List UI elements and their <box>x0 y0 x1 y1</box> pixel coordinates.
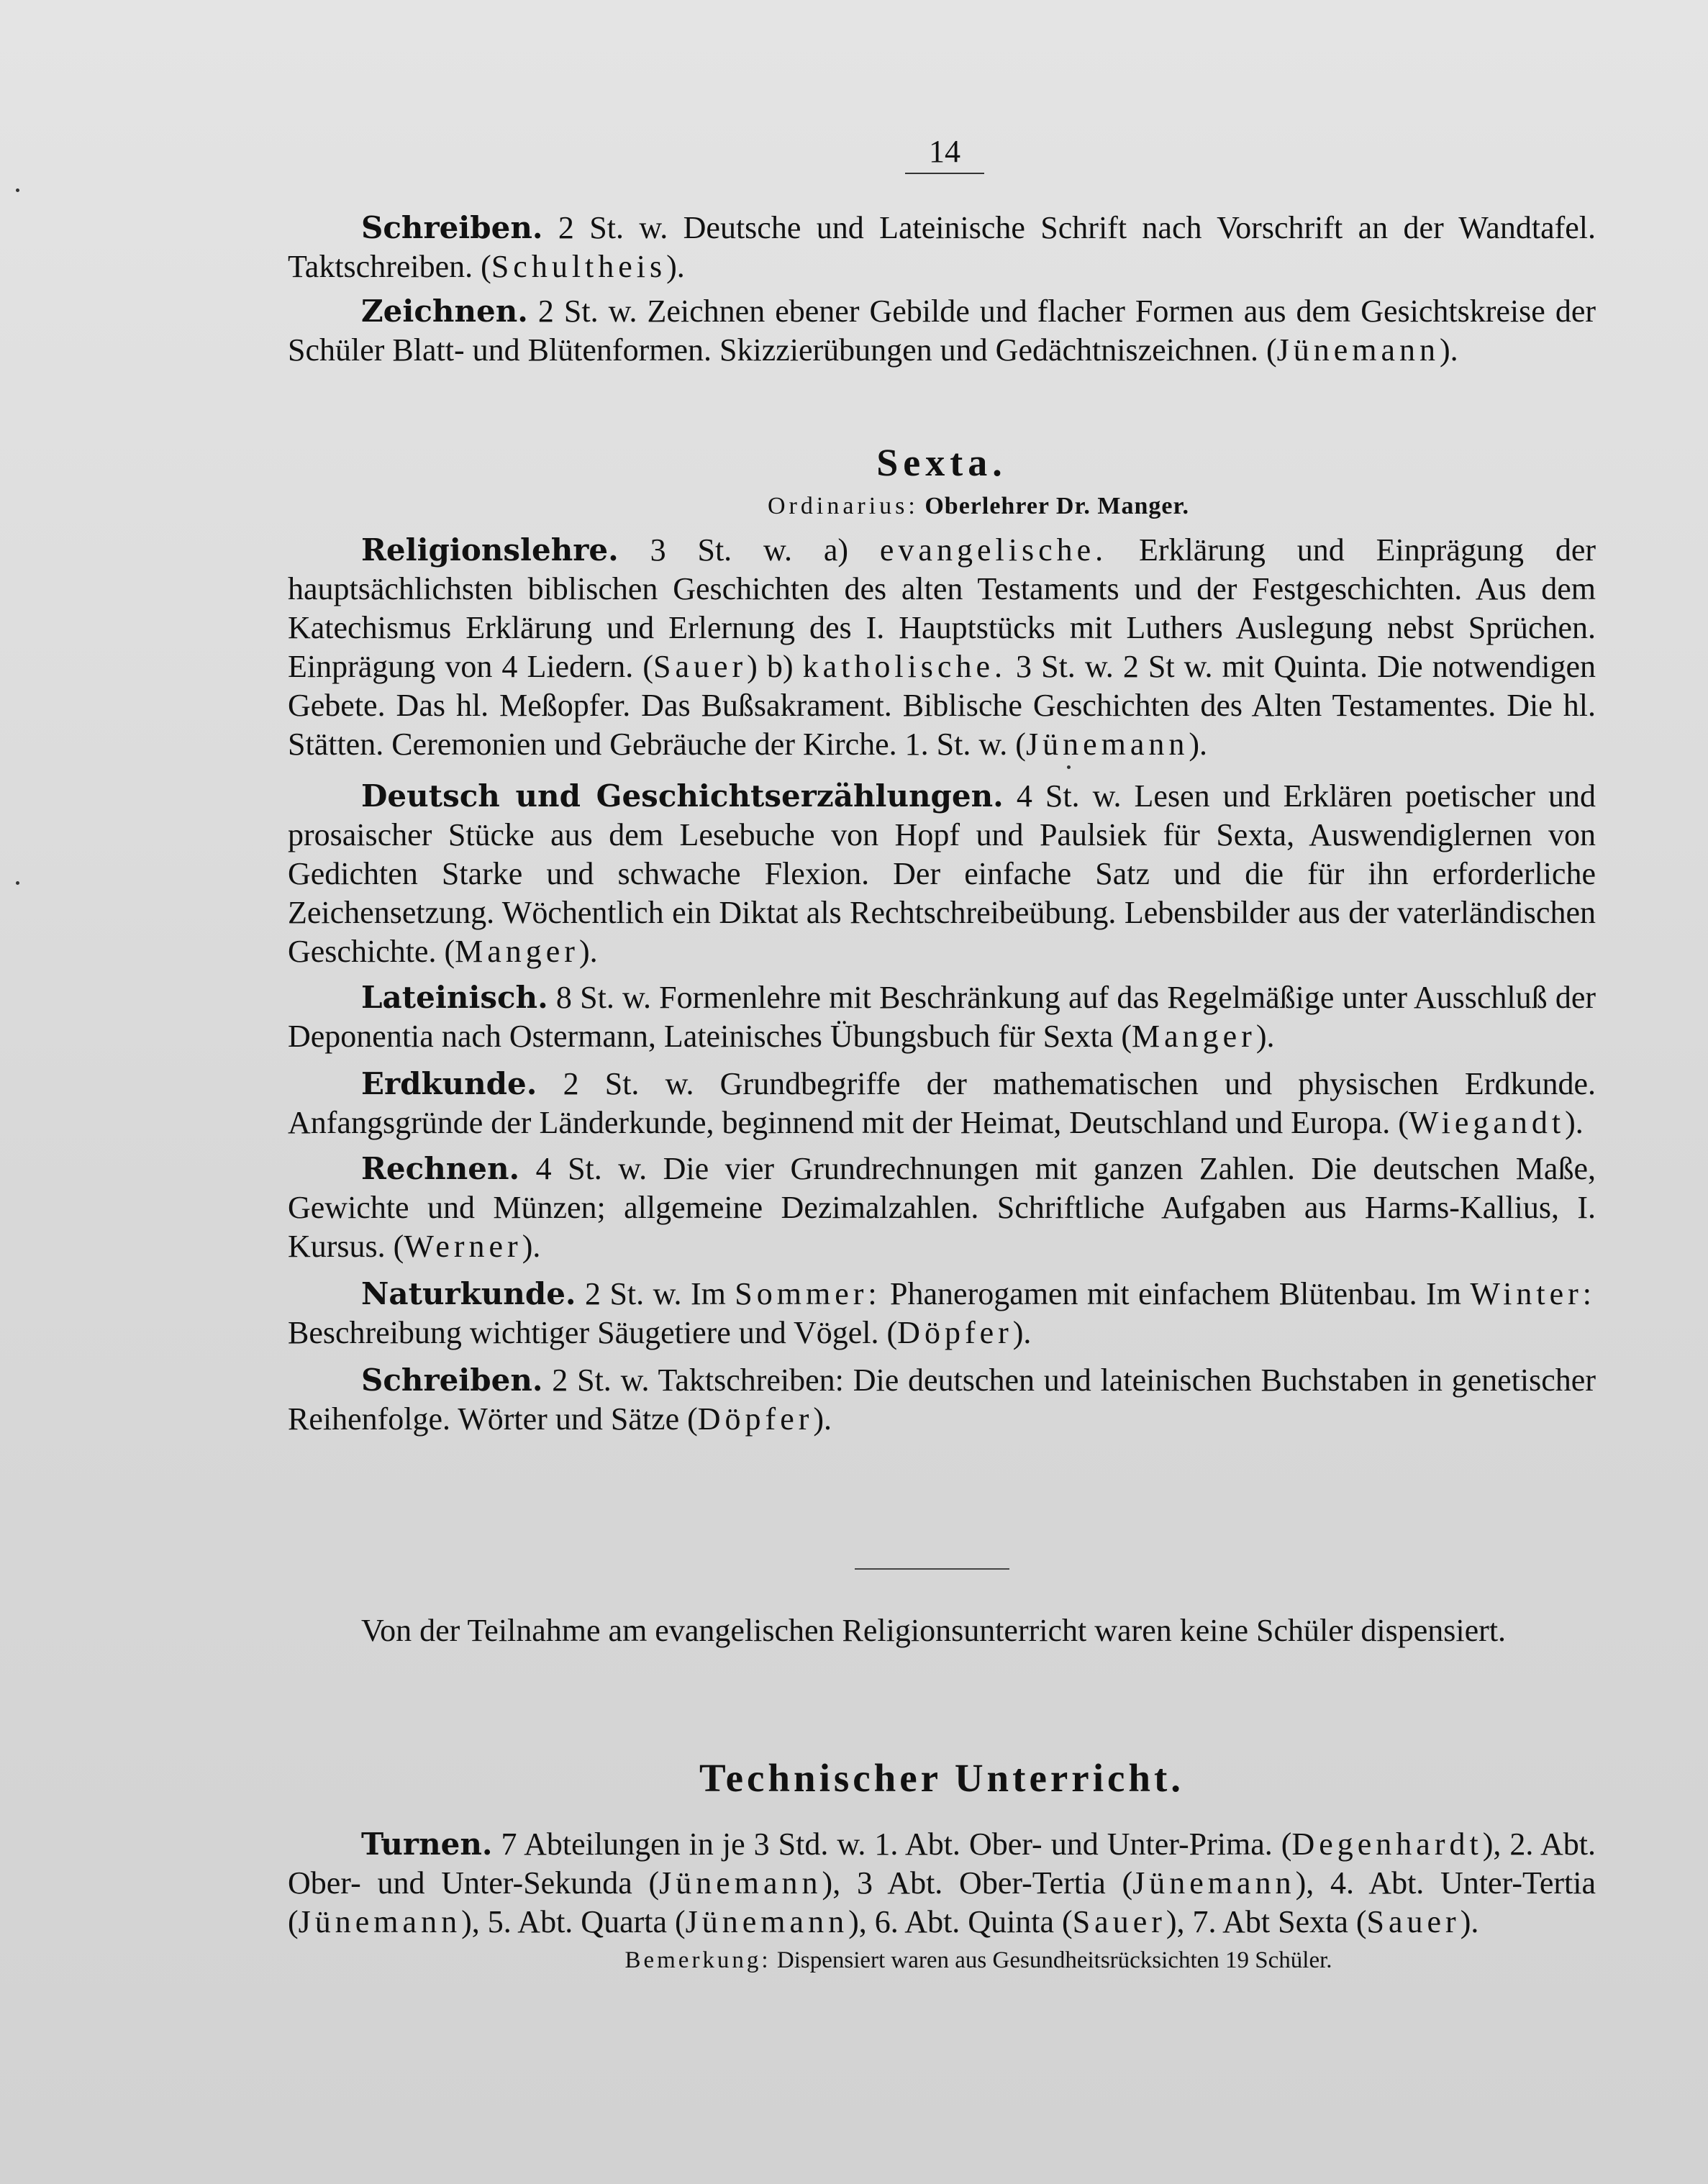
scan-speck <box>16 881 19 885</box>
entry-lead: Rechnen. <box>361 1151 520 1186</box>
teacher-name: Sauer <box>1072 1904 1166 1939</box>
entry-naturkunde: Naturkunde. 2 St. w. Im Sommer: Phanerogamen mit einfachem Blütenbau. Im Winter: Beschreibung wichtiger Säugetiere und Vögel. (Döpfer). <box>288 1276 1596 1350</box>
entry-turnen: Turnen. 7 Abteilungen in je 3 Std. w. 1. Abt. Ober- und Unter-Prima. (Degenhardt), 2. Abt. Ober- und Unter-Sekunda (Jünemann), 3 Abt. Ober-Tertia (Jünemann), 4. Abt. Unter-Tertia (Jünemann), 5. Abt. Quarta (Jünemann), 6. Abt. Quinta (Sauer), 7. Abt Sexta (Sauer). <box>288 1826 1596 1939</box>
entry-lead: Naturkunde. <box>361 1276 576 1311</box>
teacher-name: Schultheis <box>491 249 667 284</box>
page-number: 14 <box>929 134 960 169</box>
bemerkung-note: Bemerkung: Dispensiert waren aus Gesundheitsrücksichten 19 Schüler. <box>624 1947 1332 1973</box>
teacher-name: Jünemann <box>1025 727 1189 762</box>
teacher-name: Jünemann <box>1276 332 1440 368</box>
entry-lead: Zeichnen. <box>361 294 528 329</box>
entry-lead: Turnen. <box>361 1826 493 1862</box>
entry-lead: Erdkunde. <box>361 1066 537 1101</box>
teacher-name: Manger <box>455 934 579 969</box>
teacher-name: Sauer <box>653 649 748 684</box>
sexta-entries <box>288 531 1596 1439</box>
teacher-name: Degenhardt <box>1291 1826 1483 1862</box>
dispens-block <box>288 1611 1596 1650</box>
entry-lead: Religionslehre. <box>361 532 619 568</box>
entry-lead: Schreiben. <box>361 210 543 245</box>
teacher-name: Werner <box>404 1229 522 1264</box>
teacher-name: Döpfer <box>697 1401 814 1437</box>
entry-lead: Lateinisch. <box>361 980 548 1015</box>
scan-speck <box>16 188 19 192</box>
entry-lead: Schreiben. <box>361 1362 543 1398</box>
technisch-entries <box>288 1825 1596 1975</box>
entry-lead: Deutsch und Geschichtserzählungen. <box>361 778 1004 814</box>
entry-schreiben-top: Schreiben. 2 St. w. Deutsche und Lateinische Schrift nach Vorschrift an der Wandtafel. Taktschreiben. (Schultheis). <box>288 210 1596 284</box>
teacher-name: Wiegandt <box>1408 1105 1566 1140</box>
teacher-name: Jünemann <box>298 1904 462 1939</box>
teacher-name: Manger <box>1131 1019 1256 1054</box>
teacher-name: Sauer <box>1366 1904 1461 1939</box>
section-title-sexta: Sexta. <box>876 441 1007 484</box>
sexta-heading-block <box>288 440 1596 522</box>
teacher-name: Jünemann <box>659 1865 822 1901</box>
teacher-name: Döpfer <box>897 1315 1013 1350</box>
entry-lateinisch: Lateinisch. 8 St. w. Formenlehre mit Beschränkung auf das Regelmäßige unter Ausschluß der Deponentia nach Ostermann, Lateinisches Übungsbuch für Sexta (Manger). <box>288 980 1596 1054</box>
dispens-note: Von der Teilnahme am evangelischen Religionsunterricht waren keine Schüler dispensiert. <box>361 1613 1507 1648</box>
entry-deutsch: Deutsch und Geschichtserzählungen. 4 St. w. Lesen und Erklären poetischer und prosaischer Stücke aus dem Lesebuche von Hopf und Paulsiek für Sexta, Auswendiglernen von Gedichten Starke und schwache Flexion. Der einfache Satz und die für ihn erforderliche Zeichensetzung. Wöchentlich ein Diktat als Rechtschreibeübung. Lebensbilder aus der vaterländischen Geschichte. (Manger). <box>288 778 1596 969</box>
entry-zeichnen: Zeichnen. 2 St. w. Zeichnen ebener Gebilde und flacher Formen aus dem Gesichtskreise der Schüler Blatt- und Blütenformen. Skizzierübungen und Gedächtniszeichnen. (Jünemann). <box>288 294 1596 368</box>
top-entries <box>288 209 1596 370</box>
entry-schreiben-sexta: Schreiben. 2 St. w. Taktschreiben: Die deutschen und lateinischen Buchstaben in genetischer Reihenfolge. Wörter und Sätze (Döpfer). <box>288 1362 1596 1437</box>
technisch-heading-block <box>288 1755 1596 1801</box>
entry-religionslehre: Religionslehre. 3 St. w. a) evangelische. Erklärung und Einprägung der hauptsächlichsten biblischen Geschichten des alten Testaments und der Festgeschichten. Aus dem Katechismus Erklärung und Erlernung des I. Hauptstücks mit Luthers Auslegung nebst Sprüchen. Einprägung von 4 Liedern. (Sauer) b) katholische. 3 St. w. 2 St w. mit Quinta. Die notwendigen Gebete. Das hl. Meßopfer. Das Bußsakrament. Biblische Geschichten des Alten Testamentes. Die hl. Stätten. Ceremonien und Gebräuche der Kirche. 1. St. w. (Jünemann). <box>288 532 1596 762</box>
ordinarius-line: Ordinarius: Oberlehrer Dr. Manger. <box>768 493 1189 519</box>
section-separator <box>855 1568 1009 1570</box>
entry-erdkunde: Erdkunde. 2 St. w. Grundbegriffe der mathematischen und physischen Erdkunde. Anfangsgründe der Länderkunde, beginnend mit der Heimat, Deutschland und Europa. (Wiegandt). <box>288 1066 1596 1140</box>
teacher-name: Jünemann <box>685 1904 849 1939</box>
entry-rechnen: Rechnen. 4 St. w. Die vier Grundrechnungen mit ganzen Zahlen. Die deutschen Maße, Gewichte und Münzen; allgemeine Dezimalzahlen. Schriftliche Aufgaben aus Harms-Kallius, I. Kursus. (Werner). <box>288 1151 1596 1264</box>
teacher-name: Jünemann <box>1132 1865 1296 1901</box>
page-number-rule <box>905 173 984 174</box>
section-title-technisch: Technischer Unterricht. <box>699 1756 1185 1800</box>
